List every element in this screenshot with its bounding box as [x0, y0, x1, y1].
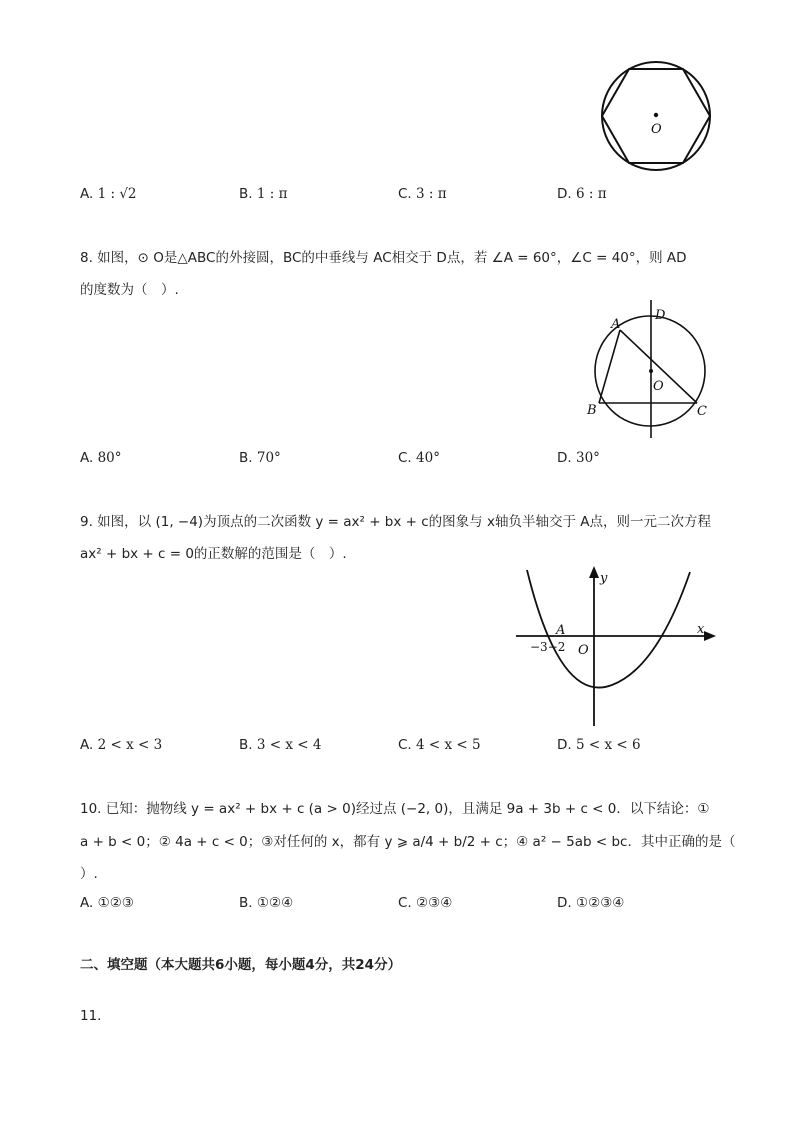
- q8-center-dot: [649, 369, 653, 373]
- q7-option-c[interactable]: [398, 186, 447, 202]
- option-value: 3 < x < 4: [256, 737, 322, 753]
- q7-option-b[interactable]: [239, 186, 287, 202]
- option-letter: C.: [398, 186, 412, 202]
- q8-figure: [585, 298, 715, 443]
- q7-figure: [596, 60, 716, 180]
- q9-figure: [512, 562, 722, 730]
- q9-x-arrow: [704, 631, 716, 641]
- q8-stem-line1: 8. 如图，⊙ O是△ABC的外接圆，BC的中垂线与 AC相交于 D点，若 ∠A = 60°，∠C = 40°，则 AD: [80, 250, 687, 266]
- q8-label-o: O: [653, 379, 664, 394]
- q10-stem-line1: 10. 已知：抛物线 y = ax² + bx + c (a > 0)经过点 (−2, 0)，且满足 9a + 3b + c < 0．以下结论：①: [80, 801, 710, 817]
- q10-option-b[interactable]: [239, 895, 293, 911]
- option-letter: C.: [398, 450, 412, 466]
- q9-option-a[interactable]: [80, 737, 162, 753]
- q11-number: 11.: [80, 1008, 102, 1024]
- q8-side-ab: [599, 330, 620, 403]
- option-value: ②③④: [416, 895, 453, 911]
- q9-parabola: [527, 570, 690, 688]
- option-letter: A.: [80, 186, 94, 202]
- q9-tick-labels: −3−2: [530, 640, 566, 654]
- q8-label-c: C: [697, 404, 707, 419]
- option-letter: D.: [557, 895, 572, 911]
- q10-stem-line2: a + b < 0；② 4a + c < 0；③对任何的 x，都有 y ⩾ a/4 + b/2 + c；④ a² − 5ab < bc．其中正确的是（: [80, 834, 736, 850]
- option-value: 40°: [416, 450, 440, 466]
- q9-option-d[interactable]: [557, 737, 641, 753]
- option-letter: D.: [557, 186, 572, 202]
- q8-option-b[interactable]: [239, 450, 281, 466]
- q9-x-label: x: [697, 622, 705, 637]
- q8-stem-line2: 的度数为（ ）.: [80, 282, 179, 298]
- option-letter: A.: [80, 895, 94, 911]
- option-letter: C.: [398, 895, 412, 911]
- q9-point-a-label: A: [556, 623, 566, 638]
- option-value: 2 < x < 3: [97, 737, 163, 753]
- q8-option-a[interactable]: [80, 450, 122, 466]
- option-letter: B.: [239, 737, 253, 753]
- q8-label-a: A: [611, 317, 621, 332]
- option-value: 4 < x < 5: [416, 737, 481, 753]
- option-value: 1 : π: [256, 186, 288, 202]
- q7-center-dot: [654, 113, 658, 117]
- option-value: 5 < x < 6: [575, 737, 641, 753]
- q7-option-a[interactable]: [80, 186, 137, 202]
- option-value: 1 : √2: [97, 186, 137, 202]
- q8-option-d[interactable]: [557, 450, 600, 466]
- section-heading: 二、填空题（本大题共6小题，每小题4分，共24分）: [80, 957, 402, 973]
- option-letter: C.: [398, 737, 412, 753]
- q8-label-d: D: [655, 308, 666, 323]
- q9-y-arrow: [589, 566, 599, 578]
- option-value: ①②③: [97, 895, 134, 911]
- q7-center-label: O: [651, 122, 662, 137]
- option-value: 70°: [256, 450, 281, 466]
- q9-option-c[interactable]: [398, 737, 481, 753]
- option-value: 6 : π: [575, 186, 607, 202]
- option-value: 80°: [97, 450, 122, 466]
- q10-option-c[interactable]: [398, 895, 452, 911]
- option-letter: A.: [80, 450, 94, 466]
- q8-label-b: B: [587, 403, 597, 418]
- q8-option-c[interactable]: [398, 450, 440, 466]
- option-letter: B.: [239, 450, 253, 466]
- option-value: 30°: [575, 450, 600, 466]
- q9-stem-line1: 9. 如图，以 (1, −4)为顶点的二次函数 y = ax² + bx + c的图象与 x轴负半轴交于 A点，则一元二次方程: [80, 514, 711, 530]
- option-letter: B.: [239, 186, 253, 202]
- q7-option-d[interactable]: [557, 186, 607, 202]
- q10-option-d[interactable]: [557, 895, 624, 911]
- option-value: 3 : π: [416, 186, 447, 202]
- q10-option-a[interactable]: [80, 895, 134, 911]
- q9-origin-label: O: [578, 643, 589, 658]
- option-letter: B.: [239, 895, 253, 911]
- option-letter: D.: [557, 737, 572, 753]
- option-value: ①②③④: [575, 895, 625, 911]
- q9-y-label: y: [600, 571, 608, 586]
- option-letter: D.: [557, 450, 572, 466]
- q10-stem-line3: ）.: [80, 866, 98, 882]
- option-letter: A.: [80, 737, 94, 753]
- q9-option-b[interactable]: [239, 737, 321, 753]
- option-value: ①②④: [256, 895, 294, 911]
- q9-stem-line2: ax² + bx + c = 0的正数解的范围是（ ）.: [80, 546, 347, 562]
